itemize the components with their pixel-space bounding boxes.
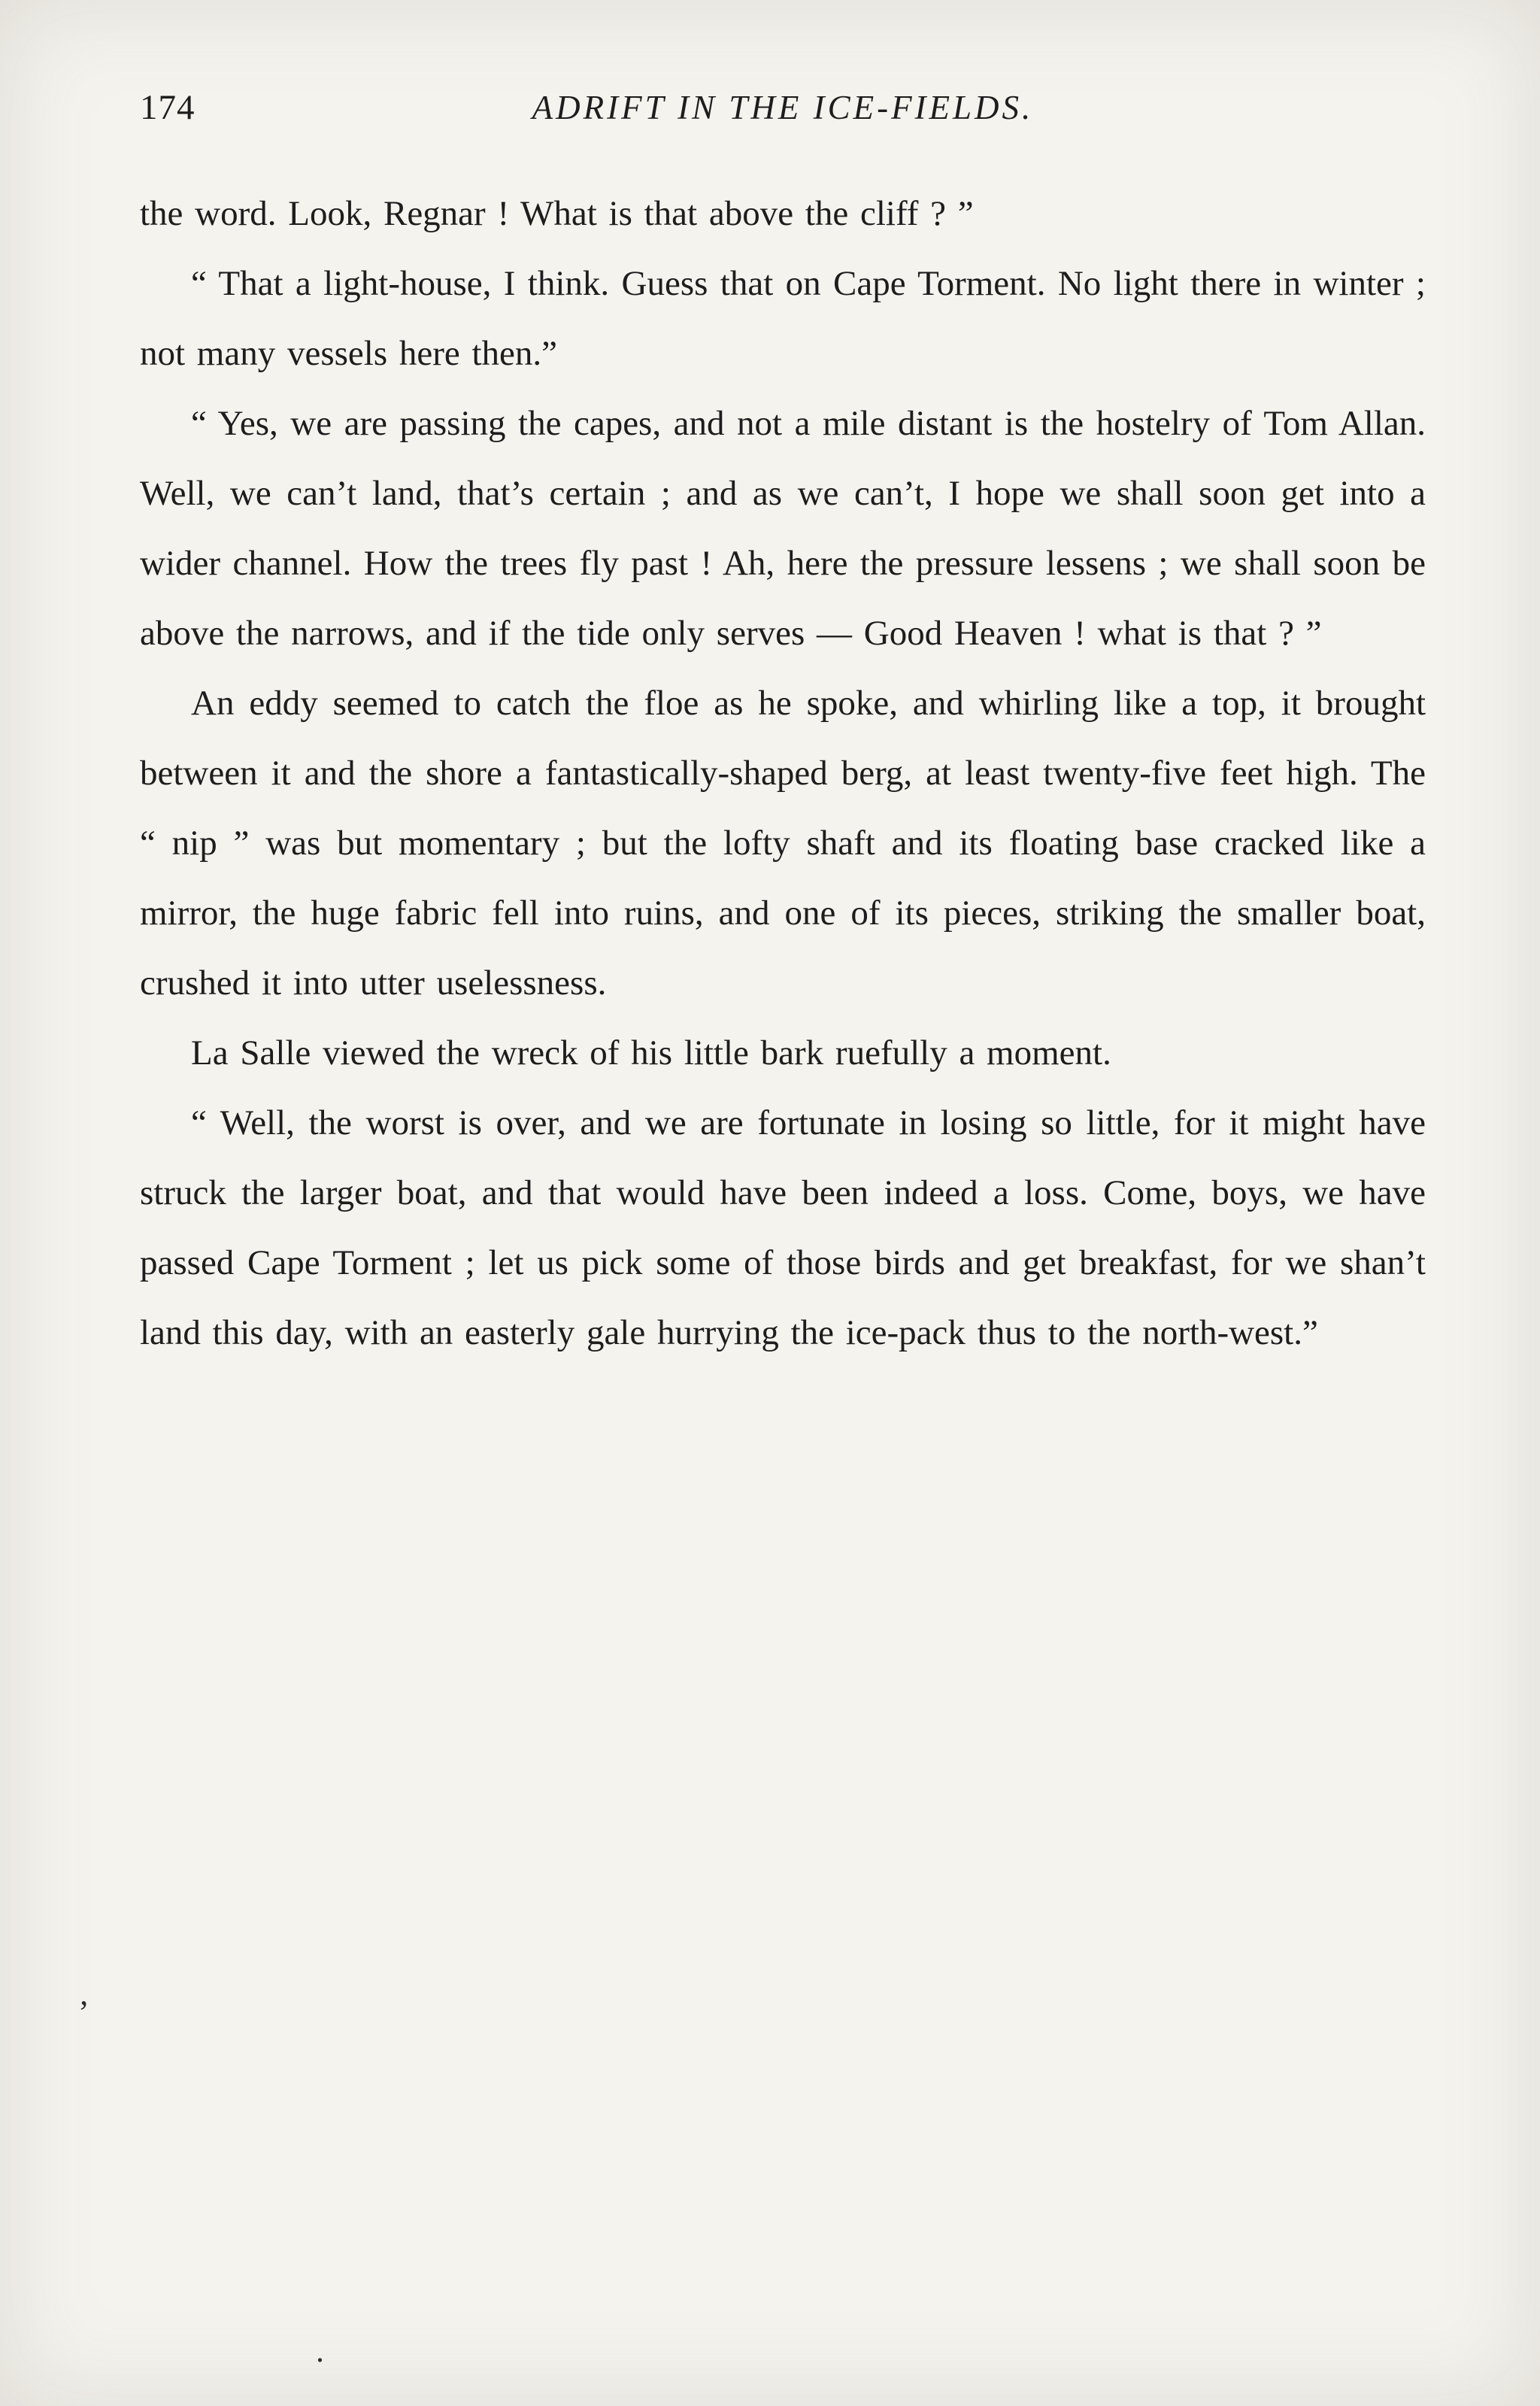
running-title: ADRIFT IN THE ICE-FIELDS. xyxy=(532,89,1034,126)
paragraph: “ That a light-house, I think. Guess that on Cape Torment. No light there in winter ; not many vessels here then.” xyxy=(140,264,1426,373)
paragraph: “ Well, the worst is over, and we are fortunate in losing so little, for it might have struck the larger boat, and that would have been indeed a loss. Come, boys, we have passed Cape Torment ; let us pick some of those birds and get breakfast, for we shan’t land this day, with an easterly gale hurrying the ice-pack thus to the north-west.” xyxy=(140,1103,1426,1352)
scan-margin-mark: ’ xyxy=(78,1994,89,2031)
paragraph: “ Yes, we are passing the capes, and not a mile distant is the hostelry of Tom Allan. Well, we can’t land, that’s certain ; and as we can’t, I hope we shall soon get into a wider channel. How the trees fly past ! Ah, here the pressure lessens ; we shall soon be above the narrows, and if the tide only serves — Good Heaven ! what is that ? ” xyxy=(140,404,1426,653)
page-body xyxy=(140,179,1426,1368)
page-number: 174 xyxy=(140,88,196,127)
paragraph: La Salle viewed the wreck of his little bark ruefully a moment. xyxy=(191,1033,1111,1073)
running-header xyxy=(140,87,1426,128)
paragraph: An eddy seemed to catch the floe as he spoke, and whirling like a top, it brought between it and the shore a fantastically-shaped berg, at least twenty-five feet high. The “ nip ” was but momentary ; but the lofty shaft and its floating base cracked like a mirror, the huge fabric fell into ruins, and one of its pieces, striking the smaller boat, crushed it into utter uselessness. xyxy=(140,684,1426,1003)
paragraph: the word. Look, Regnar ! What is that above the cliff ? ” xyxy=(140,194,974,233)
scan-footer-mark: . xyxy=(316,2332,324,2369)
